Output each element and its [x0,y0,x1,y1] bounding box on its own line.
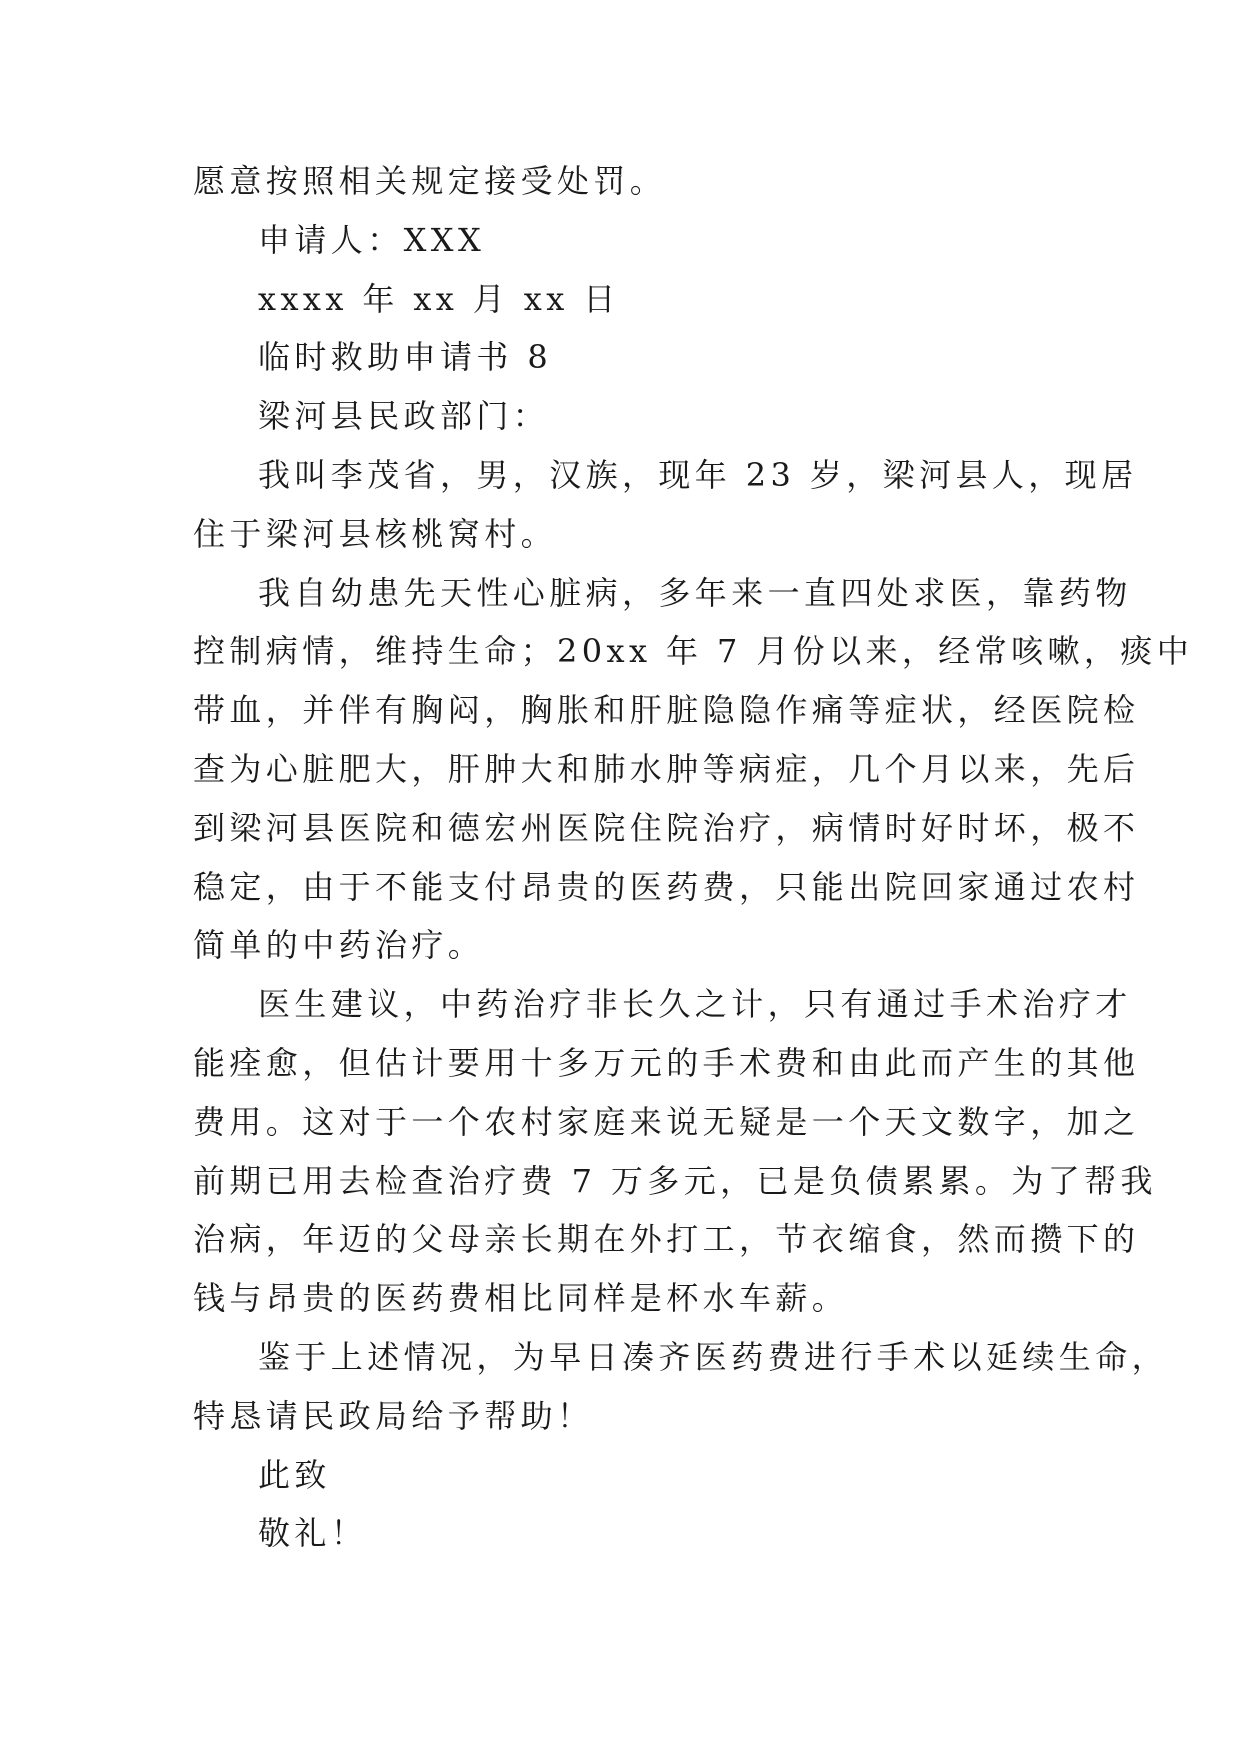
text-line: 愿意按照相关规定接受处罚。 [193,162,667,200]
paragraph-line: 简单的中药治疗。 [193,926,485,965]
paragraph-line: 费用。这对于一个农村家庭来说无疑是一个天文数字，加之 [193,1102,1140,1141]
paragraph-line: 治病，年迈的父母亲长期在外打工，节衣缩食，然而攒下的 [193,1220,1140,1259]
paragraph-line: 控制病情，维持生命；20xx 年 7 月份以来，经常咳嗽，痰中 [193,632,1194,671]
paragraph-line: 前期已用去检查治疗费 7 万多元，已是负债累累。为了帮我 [193,1161,1157,1200]
paragraph-line: 钱与昂贵的医药费相比同样是杯水车薪。 [193,1279,849,1318]
closing-line: 此致 [258,1455,331,1494]
paragraph-line: 稳定，由于不能支付昂贵的医药费，只能出院回家通过农村 [193,867,1140,906]
addressee-line: 梁河县民政部门： [258,397,550,436]
paragraph-line: 到梁河县医院和德宏州医院住院治疗，病情时好时坏，极不 [193,808,1140,847]
date-line: xxxx 年 xx 月 xx 日 [258,279,620,318]
document-title: 临时救助申请书 8 [258,338,553,377]
paragraph-line: 查为心脏肥大，肝肿大和肺水肿等病症，几个月以来，先后 [193,749,1140,788]
paragraph-line: 我自幼患先天性心脏病，多年来一直四处求医，靠药物 [258,573,1132,612]
applicant-line: 申请人：XXX [258,220,486,259]
paragraph-line: 带血，并伴有胸闷，胸胀和肝脏隐隐作痛等症状，经医院检 [193,691,1140,730]
paragraph-line: 住于梁河县核桃窝村。 [193,514,558,553]
paragraph-line: 医生建议，中药治疗非长久之计，只有通过手术治疗才 [258,985,1132,1024]
salutation-line: 敬礼！ [258,1514,368,1553]
paragraph-line: 能痊愈，但估计要用十多万元的手术费和由此而产生的其他 [193,1043,1140,1082]
paragraph-line: 特恳请民政局给予帮助！ [193,1396,594,1435]
paragraph-line: 我叫李茂省，男，汉族，现年 23 岁，梁河县人，现居 [258,455,1138,494]
document-body [193,152,1194,1563]
paragraph-line: 鉴于上述情况，为早日凑齐医药费进行手术以延续生命， [258,1337,1169,1376]
